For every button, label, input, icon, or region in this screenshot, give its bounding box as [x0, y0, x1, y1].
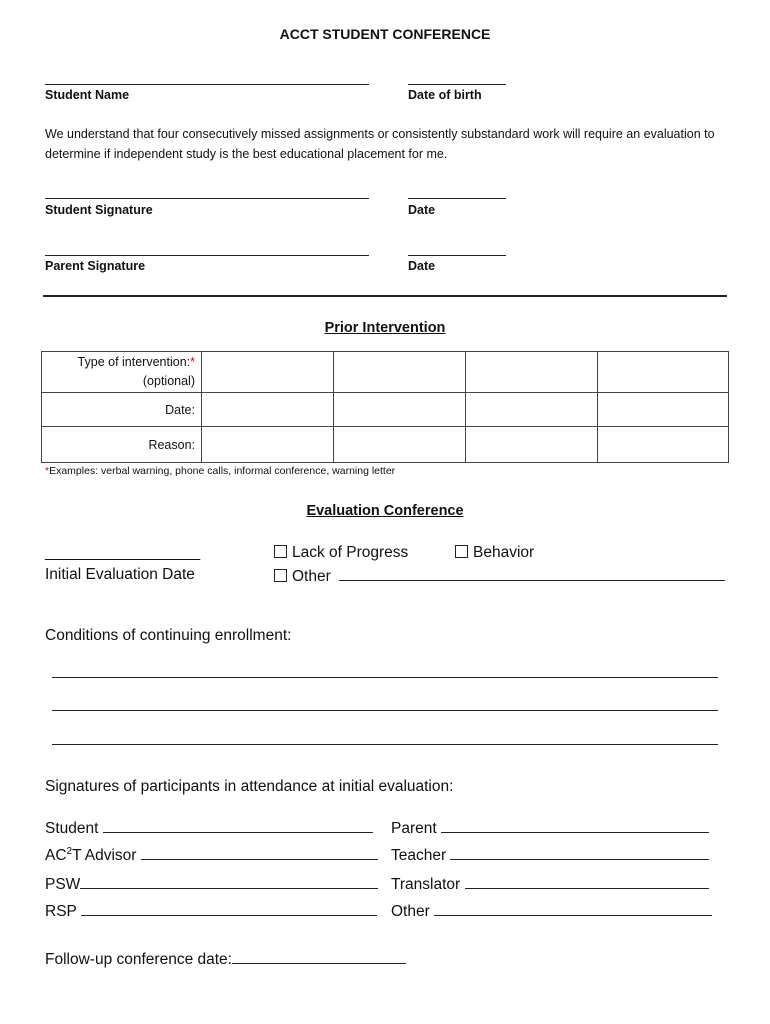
- table-cell[interactable]: [334, 427, 466, 463]
- student-name-line[interactable]: [45, 84, 369, 85]
- footnote-asterisk: *: [45, 465, 50, 477]
- advisor-participant: $AC^2T$ Advisor: [45, 845, 378, 865]
- psw-participant-line[interactable]: [80, 874, 378, 889]
- intervention-table: [41, 351, 729, 463]
- table-cell[interactable]: [334, 352, 466, 393]
- parent-participant-line[interactable]: [441, 818, 709, 833]
- table-cell[interactable]: [598, 352, 729, 393]
- form-title: ACCT STUDENT CONFERENCE: [279, 26, 491, 42]
- parent-signature-date-line[interactable]: [408, 255, 506, 256]
- behavior-checkbox[interactable]: [455, 545, 468, 558]
- intervention-footnote: *Examples: verbal warning, phone calls, informal conference, warning letter: [45, 465, 396, 477]
- followup-date-line[interactable]: [232, 949, 406, 964]
- agreement-statement: We understand that four consecutively missed assignments or consistently substandard work will require an evaluation to determine if independent study is the best educational placement for me.: [45, 127, 715, 161]
- student-signature-line[interactable]: [45, 198, 369, 199]
- student-participant: Student: [45, 818, 373, 838]
- parent-signature-date-label: Date: [408, 259, 436, 273]
- table-cell[interactable]: [466, 393, 598, 427]
- table-cell[interactable]: [202, 352, 334, 393]
- table-cell[interactable]: [202, 393, 334, 427]
- conditions-line[interactable]: [52, 710, 718, 711]
- evaluation-heading: Evaluation Conference: [306, 503, 464, 519]
- table-cell[interactable]: [598, 393, 729, 427]
- parent-signature-label: Parent Signature: [45, 259, 146, 273]
- other-checkbox[interactable]: [274, 569, 287, 582]
- table-row: [42, 427, 729, 463]
- behavior-option[interactable]: Behavior: [455, 544, 534, 562]
- dob-label: Date of birth: [408, 88, 482, 102]
- signatures-label: Signatures of participants in attendance at initial evaluation:: [45, 778, 454, 795]
- intervention-date-label: Date:: [42, 393, 202, 427]
- table-row: [42, 352, 729, 393]
- initial-eval-date-blank[interactable]: __________________: [45, 544, 201, 561]
- other-reason-option[interactable]: Other: [274, 566, 725, 586]
- intervention-type-label: Type of intervention:* (optional): [42, 352, 202, 393]
- translator-participant: Translator: [391, 874, 709, 894]
- rsp-participant: RSP: [45, 901, 377, 921]
- student-name-label: Student Name: [45, 88, 130, 102]
- teacher-participant-line[interactable]: [450, 845, 709, 860]
- parent-signature-line[interactable]: [45, 255, 369, 256]
- student-signature-label: Student Signature: [45, 203, 153, 217]
- parent-participant: Parent: [391, 818, 709, 838]
- student-participant-line[interactable]: [103, 818, 373, 833]
- other-participant: Other: [391, 901, 712, 921]
- rsp-participant-line[interactable]: [81, 901, 377, 916]
- conditions-label: Conditions of continuing enrollment:: [45, 627, 292, 644]
- table-cell[interactable]: [334, 393, 466, 427]
- other-reason-line[interactable]: [339, 566, 725, 581]
- dob-line[interactable]: [408, 84, 506, 85]
- table-cell[interactable]: [598, 427, 729, 463]
- intervention-reason-label: Reason:: [42, 427, 202, 463]
- conditions-line[interactable]: [52, 744, 718, 745]
- prior-intervention-heading: Prior Intervention: [324, 320, 446, 336]
- lack-of-progress-checkbox[interactable]: [274, 545, 287, 558]
- advisor-participant-line[interactable]: [141, 845, 378, 860]
- required-asterisk: *: [190, 355, 195, 369]
- section-divider: [43, 295, 727, 297]
- table-cell[interactable]: [466, 352, 598, 393]
- conditions-line[interactable]: [52, 677, 718, 678]
- table-cell[interactable]: [466, 427, 598, 463]
- table-row: [42, 393, 729, 427]
- translator-participant-line[interactable]: [465, 874, 709, 889]
- student-signature-date-label: Date: [408, 203, 436, 217]
- teacher-participant: Teacher: [391, 845, 709, 865]
- other-participant-line[interactable]: [434, 901, 712, 916]
- table-cell[interactable]: [202, 427, 334, 463]
- lack-of-progress-option[interactable]: Lack of Progress: [274, 544, 408, 562]
- psw-participant: PSW: [45, 874, 378, 894]
- initial-eval-date-label: Initial Evaluation Date: [45, 566, 195, 583]
- followup-date: Follow-up conference date:: [45, 949, 406, 969]
- student-signature-date-line[interactable]: [408, 198, 506, 199]
